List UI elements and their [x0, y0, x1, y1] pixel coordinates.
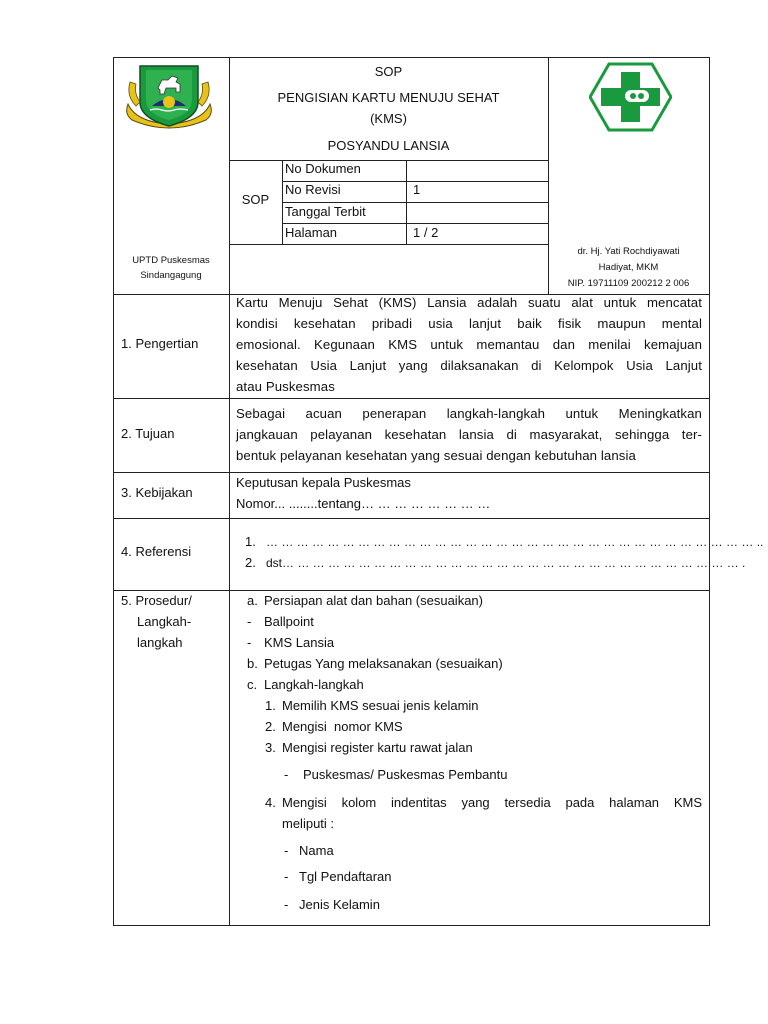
list-marker: 2.: [265, 719, 276, 734]
list-item: Mengisi nomor KMS: [282, 719, 403, 734]
meta-label-halaman: Halaman: [285, 225, 338, 240]
sop-heading: SOP: [374, 64, 403, 79]
regency-crest-icon: [122, 62, 216, 134]
list-marker: b.: [247, 656, 258, 671]
meta-value-halaman: 1 / 2: [413, 225, 439, 240]
meta-label-no-dokumen: No Dokumen: [285, 161, 361, 176]
list-item: Petugas Yang melaksanakan (sesuaikan): [264, 656, 503, 671]
tujuan-text: [236, 403, 702, 466]
referensi-text-2: dst… … … … … … … … … … … … … … … … … … … … … … … … … … … … … … .: [266, 556, 746, 570]
list-item: Ballpoint: [264, 614, 314, 629]
list-item: Mengisi kolom indentitas yang tersedia pada halaman KMS: [282, 795, 702, 810]
document-title-line3: POSYANDU LANSIA: [327, 138, 450, 153]
pengertian-text: [236, 292, 702, 397]
list-marker: 4.: [265, 795, 276, 810]
text-line: emosional. Kegunaan KMS untuk memantau dan menilai kemajuan: [236, 337, 702, 352]
list-marker: 3.: [265, 740, 276, 755]
list-marker: -: [247, 614, 252, 629]
list-marker: -: [284, 869, 289, 884]
signer-nip: NIP. 19711109 200212 2 006: [567, 278, 690, 289]
org-name-line1: UPTD Puskesmas: [132, 255, 210, 266]
list-marker: c.: [247, 677, 258, 692]
list-marker: -: [284, 767, 289, 782]
list-marker: a.: [247, 593, 258, 608]
text-line: atau Puskesmas: [236, 379, 335, 394]
meta-value-no-revisi: 1: [413, 182, 421, 197]
text-line: kondisi kesehatan pribadi usia lanjut baik fisik maupun mental: [236, 316, 702, 331]
list-item: meliputi :: [282, 816, 335, 831]
list-item: KMS Lansia: [264, 635, 335, 650]
document-title-line1: PENGISIAN KARTU MENUJU SEHAT: [277, 90, 500, 105]
list-item: Nama: [299, 843, 334, 858]
text-line: bentuk pelayanan kesehatan yang sesuai dengan kebutuhan lansia: [236, 448, 636, 463]
signer-name-line1: dr. Hj. Yati Rochdiyawati: [577, 246, 680, 257]
referensi-num-2: 2.: [245, 555, 256, 570]
org-name-line2: Sindangagung: [140, 270, 202, 281]
list-item: Jenis Kelamin: [299, 897, 380, 912]
referensi-text-1: … … … … … … … … … … … … … … … … … … … … … … … … … … … … … … … … ..: [266, 535, 764, 549]
list-marker: -: [284, 843, 289, 858]
referensi-num-1: 1.: [245, 534, 256, 549]
text-line: Kartu Menuju Sehat (KMS) Lansia adalah suatu alat untuk mencatat: [236, 295, 702, 310]
list-marker: -: [247, 635, 252, 650]
kebijakan-line1: Keputusan kepala Puskesmas: [236, 475, 411, 490]
text-line: jangkauan pelayanan kesehatan lansia di masyarakat, sehingga ter-: [236, 427, 702, 442]
list-item: Tgl Pendaftaran: [299, 869, 392, 884]
text-line: Sebagai acuan penerapan langkah-langkah untuk Meningkatkan: [236, 406, 702, 421]
kebijakan-line2: Nomor... ........tentang… … … … … … … …: [236, 496, 491, 511]
meta-label-no-revisi: No Revisi: [285, 182, 341, 197]
section-label-referensi: 4. Referensi: [121, 544, 192, 559]
meta-label-tanggal-terbit: Tanggal Terbit: [285, 204, 366, 219]
section-label-tujuan: 2. Tujuan: [121, 426, 175, 441]
document-title-line2: (KMS): [370, 111, 407, 126]
section-label-kebijakan: 3. Kebijakan: [121, 485, 193, 500]
section-label-prosedur-3: langkah: [137, 635, 183, 650]
puskesmas-logo-icon: [589, 62, 672, 132]
section-label-pengertian: 1. Pengertian: [121, 336, 199, 351]
list-item: Langkah-langkah: [264, 677, 364, 692]
section-label-prosedur-2: Langkah-: [137, 614, 192, 629]
sop-side-label: SOP: [241, 192, 270, 207]
list-item: Memilih KMS sesuai jenis kelamin: [282, 698, 479, 713]
signer-name-line2: Hadiyat, MKM: [598, 262, 659, 273]
list-item: Puskesmas/ Puskesmas Pembantu: [303, 767, 508, 782]
list-marker: -: [284, 897, 289, 912]
list-item: Mengisi register kartu rawat jalan: [282, 740, 473, 755]
list-marker: 1.: [265, 698, 276, 713]
text-line: kesehatan Usia Lanjut yang dilaksanakan di Kelompok Usia Lanjut: [236, 358, 702, 373]
list-item: Persiapan alat dan bahan (sesuaikan): [264, 593, 483, 608]
section-label-prosedur-1: 5. Prosedur/: [121, 593, 192, 608]
